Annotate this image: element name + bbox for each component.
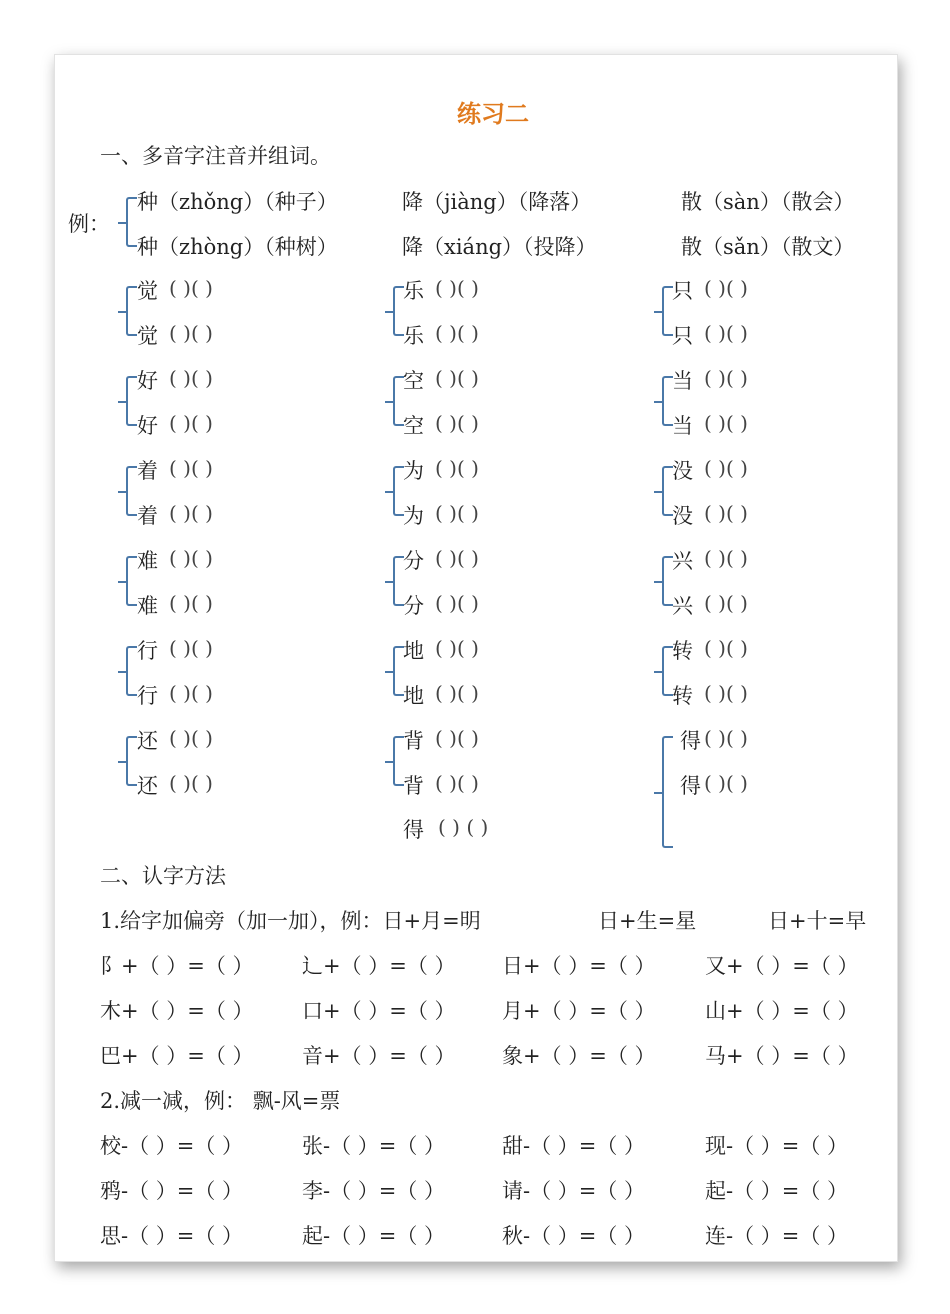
pinyin-and-word-blanks[interactable]: ( )( )	[704, 726, 748, 750]
polyphone-char: 分	[403, 594, 424, 618]
subtract-exercise[interactable]: 校-（ ）=（ ）	[100, 1134, 244, 1158]
subtract-exercise[interactable]: 请-（ ）=（ ）	[502, 1179, 646, 1203]
pinyin-and-word-blanks[interactable]: ( )( )	[704, 681, 748, 705]
pinyin-and-word-blanks[interactable]: ( )( )	[435, 321, 479, 345]
polyphone-char: 得	[680, 729, 701, 753]
subtract-exercise[interactable]: 甜-（ ）=（ ）	[502, 1134, 646, 1158]
group-brace	[126, 646, 137, 696]
pinyin-and-word-blanks[interactable]: ( )( )	[435, 411, 479, 435]
example-2-2: 降（xiáng）（投降）	[402, 235, 597, 259]
group-brace	[126, 466, 137, 516]
pinyin-and-word-blanks[interactable]: ( )( )	[704, 411, 748, 435]
polyphone-char: 难	[137, 594, 158, 618]
extra-char: 得	[403, 818, 424, 842]
example-1-1: 种（zhǒng）（种子）	[137, 190, 338, 214]
add-radical-exercise[interactable]: 口+（ ）=（ ）	[302, 999, 456, 1023]
pinyin-and-word-blanks[interactable]: ( )( )	[169, 456, 213, 480]
pinyin-and-word-blanks[interactable]: ( )( )	[169, 501, 213, 525]
polyphone-char: 空	[403, 369, 424, 393]
polyphone-char: 觉	[137, 279, 158, 303]
example-1-3: 散（sàn）（散会）	[681, 190, 855, 214]
pinyin-and-word-blanks[interactable]: ( )( )	[435, 501, 479, 525]
polyphone-char: 没	[672, 504, 693, 528]
pinyin-and-word-blanks[interactable]: ( )( )	[435, 591, 479, 615]
group-brace	[126, 376, 137, 426]
group-brace	[662, 736, 673, 848]
polyphone-char: 难	[137, 549, 158, 573]
polyphone-char: 觉	[137, 324, 158, 348]
group-brace	[126, 556, 137, 606]
pinyin-and-word-blanks[interactable]: ( )( )	[704, 636, 748, 660]
pinyin-and-word-blanks[interactable]: ( )( )	[704, 591, 748, 615]
pinyin-and-word-blanks[interactable]: ( )( )	[435, 366, 479, 390]
group-brace	[126, 286, 137, 336]
polyphone-char: 乐	[403, 324, 424, 348]
polyphone-char: 乐	[403, 279, 424, 303]
polyphone-char: 只	[672, 324, 693, 348]
pinyin-and-word-blanks[interactable]: ( )( )	[704, 366, 748, 390]
polyphone-char: 背	[403, 729, 424, 753]
pinyin-and-word-blanks[interactable]: ( )( )	[435, 276, 479, 300]
pinyin-and-word-blanks[interactable]: ( )( )	[704, 276, 748, 300]
extra-blanks: ( ) ( )	[438, 815, 489, 839]
add-radical-exercise[interactable]: 山+（ ）=（ ）	[705, 999, 859, 1023]
page-title: 练习二	[457, 100, 529, 128]
add-radical-exercise[interactable]: 巴+（ ）=（ ）	[100, 1044, 254, 1068]
pinyin-and-word-blanks[interactable]: ( )( )	[435, 726, 479, 750]
subtract-exercise[interactable]: 起-（ ）=（ ）	[302, 1224, 446, 1248]
add-radical-exercise[interactable]: 又+（ ）=（ ）	[705, 954, 859, 978]
pinyin-and-word-blanks[interactable]: ( )( )	[704, 501, 748, 525]
polyphone-char: 转	[672, 684, 693, 708]
polyphone-char: 还	[137, 729, 158, 753]
polyphone-char: 行	[137, 684, 158, 708]
polyphone-char: 分	[403, 549, 424, 573]
pinyin-and-word-blanks[interactable]: ( )( )	[704, 771, 748, 795]
pinyin-and-word-blanks[interactable]: ( )( )	[169, 591, 213, 615]
add-radical-exercise[interactable]: 月+（ ）=（ ）	[502, 999, 656, 1023]
pinyin-and-word-blanks[interactable]: ( )( )	[169, 366, 213, 390]
polyphone-char: 着	[137, 504, 158, 528]
pinyin-and-word-blanks[interactable]: ( )( )	[435, 456, 479, 480]
add-radical-exercise[interactable]: 木+（ ）=（ ）	[100, 999, 254, 1023]
polyphone-char: 当	[672, 414, 693, 438]
subtract-exercise[interactable]: 起-（ ）=（ ）	[705, 1179, 849, 1203]
polyphone-char: 兴	[672, 549, 693, 573]
pinyin-and-word-blanks[interactable]: ( )( )	[704, 546, 748, 570]
pinyin-and-word-blanks[interactable]: ( )( )	[704, 456, 748, 480]
subtract-exercise[interactable]: 秋-（ ）=（ ）	[502, 1224, 646, 1248]
group-brace	[126, 736, 137, 786]
section2-heading: 二、认字方法	[100, 864, 226, 888]
pinyin-and-word-blanks[interactable]: ( )( )	[169, 636, 213, 660]
pinyin-and-word-blanks[interactable]: ( )( )	[169, 276, 213, 300]
polyphone-char: 好	[137, 369, 158, 393]
polyphone-char: 空	[403, 414, 424, 438]
add-radical-exercise[interactable]: 象+（ ）=（ ）	[502, 1044, 656, 1068]
example-2-3: 散（sǎn）（散文）	[681, 235, 855, 259]
subtract-exercise[interactable]: 思-（ ）=（ ）	[100, 1224, 244, 1248]
pinyin-and-word-blanks[interactable]: ( )( )	[169, 726, 213, 750]
add-radical-exercise[interactable]: 日+（ ）=（ ）	[502, 954, 656, 978]
pinyin-and-word-blanks[interactable]: ( )( )	[435, 771, 479, 795]
pinyin-and-word-blanks[interactable]: ( )( )	[169, 771, 213, 795]
pinyin-and-word-blanks[interactable]: ( )( )	[704, 321, 748, 345]
polyphone-char: 当	[672, 369, 693, 393]
subtract-exercise[interactable]: 连-（ ）=（ ）	[705, 1224, 849, 1248]
add-radical-exercise[interactable]: 马+（ ）=（ ）	[705, 1044, 859, 1068]
add-radical-exercise[interactable]: 阝+（ ）=（ ）	[100, 954, 254, 978]
polyphone-char: 背	[403, 774, 424, 798]
add-radical-exercise[interactable]: 音+（ ）=（ ）	[302, 1044, 456, 1068]
polyphone-char: 还	[137, 774, 158, 798]
example-2-1: 种（zhòng）（种树）	[137, 235, 338, 259]
pinyin-and-word-blanks[interactable]: ( )( )	[169, 321, 213, 345]
polyphone-char: 地	[403, 639, 424, 663]
polyphone-char: 好	[137, 414, 158, 438]
subtract-exercise[interactable]: 李-（ ）=（ ）	[302, 1179, 446, 1203]
example-brace	[126, 197, 137, 247]
polyphone-char: 得	[680, 774, 701, 798]
pinyin-and-word-blanks[interactable]: ( )( )	[435, 546, 479, 570]
subtract-exercise[interactable]: 现-（ ）=（ ）	[705, 1134, 849, 1158]
part1-title: 1.给字加偏旁（加一加），例：日+月=明	[100, 909, 481, 933]
polyphone-char: 只	[672, 279, 693, 303]
subtract-exercise[interactable]: 张-（ ）=（ ）	[302, 1134, 446, 1158]
add-radical-exercise[interactable]: 辶+（ ）=（ ）	[302, 954, 456, 978]
example-1-2: 降（jiàng）（降落）	[402, 190, 592, 214]
polyphone-char: 为	[403, 504, 424, 528]
part1-example-3: 日+十=早	[768, 909, 867, 933]
pinyin-and-word-blanks[interactable]: ( )( )	[169, 546, 213, 570]
pinyin-and-word-blanks[interactable]: ( )( )	[435, 681, 479, 705]
subtract-exercise[interactable]: 鸦-（ ）=（ ）	[100, 1179, 244, 1203]
polyphone-char: 没	[672, 459, 693, 483]
polyphone-char: 地	[403, 684, 424, 708]
polyphone-char: 兴	[672, 594, 693, 618]
polyphone-char: 为	[403, 459, 424, 483]
part1-example-2: 日+生=星	[598, 909, 697, 933]
polyphone-char: 行	[137, 639, 158, 663]
section1-heading: 一、多音字注音并组词。	[100, 144, 331, 168]
polyphone-char: 转	[672, 639, 693, 663]
polyphone-char: 着	[137, 459, 158, 483]
example-label: 例：	[68, 212, 110, 236]
part2-title: 2.减一减，例： 飘-风=票	[100, 1089, 341, 1113]
pinyin-and-word-blanks[interactable]: ( )( )	[169, 411, 213, 435]
pinyin-and-word-blanks[interactable]: ( )( )	[435, 636, 479, 660]
pinyin-and-word-blanks[interactable]: ( )( )	[169, 681, 213, 705]
